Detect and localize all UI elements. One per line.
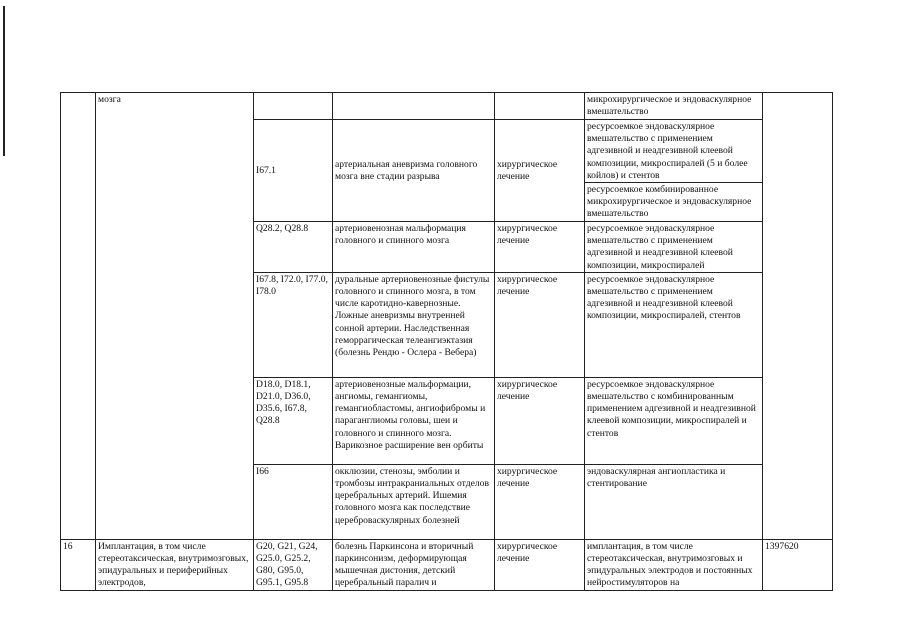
method-cell: ресурсоемкое комбинированное микрохирургическое и эндоваскулярное вмешательство bbox=[585, 183, 763, 222]
model-cell: болезнь Паркинсона и вторичный паркинсонизм, деформирующая мышечная дистония, детский церебральный паралич и bbox=[333, 539, 495, 590]
model-cell: окклюзии, стенозы, эмболии и тромбозы интракраниальных отделов церебральных артерий. Ишемия головного мозга как последствие цереброваскулярных болезней bbox=[333, 464, 495, 539]
table-row bbox=[61, 93, 833, 120]
row-number-cell: 16 bbox=[61, 539, 96, 590]
method-cell: микрохирургическое и эндоваскулярное вмешательство bbox=[585, 93, 763, 120]
method-cell: ресурсоемкое эндоваскулярное вмешательство с применением адгезивной и неадгезивной клеевой композиции, микроспиралей (5 и более койлов) и стентов bbox=[585, 120, 763, 183]
cost-cell bbox=[763, 93, 833, 540]
medical-care-table bbox=[60, 92, 833, 591]
model-cell: артериовенозная мальформация головного и спинного мозга bbox=[333, 222, 495, 273]
treatment-cell: хирургическое лечение bbox=[495, 377, 585, 464]
treatment-cell: хирургическое лечение bbox=[495, 539, 585, 590]
treatment-cell: хирургическое лечение bbox=[495, 222, 585, 273]
table-row bbox=[61, 539, 833, 590]
code-cell: I67.8, I72.0, I77.0, I78.0 bbox=[254, 272, 333, 377]
treatment-cell: хирургическое лечение bbox=[495, 272, 585, 377]
code-cell bbox=[254, 93, 333, 120]
code-cell: Q28.2, Q28.8 bbox=[254, 222, 333, 273]
model-cell: дуральные артериовенозные фистулы головного и спинного мозга, в том числе каротидно-кавернозные. Ложные аневризмы внутренней сонной артерии. Наследственная геморрагическая телеангиэктазия (болезнь Рендю - Ослера - Вебера) bbox=[333, 272, 495, 377]
row-name-cell: Имплантация, в том числе стереотаксическая, внутримозговых, эпидуральных и периферийных электродов, bbox=[96, 539, 254, 590]
code-cell: G20, G21, G24, G25.0, G25.2, G80, G95.0, G95.1, G95.8 bbox=[254, 539, 333, 590]
method-cell: ресурсоемкое эндоваскулярное вмешательство с применением адгезивной и неадгезивной клеевой композиции, микроспиралей, стентов bbox=[585, 272, 763, 377]
row-name-cell: мозга bbox=[96, 93, 254, 540]
treatment-cell bbox=[495, 93, 585, 120]
code-cell: I66 bbox=[254, 464, 333, 539]
cost-cell: 1397620 bbox=[763, 539, 833, 590]
left-margin-line bbox=[3, 6, 5, 156]
model-cell bbox=[333, 93, 495, 120]
method-cell: ресурсоемкое эндоваскулярное вмешательство с применением адгезивной и неадгезивной клеевой композиции, микроспиралей bbox=[585, 222, 763, 273]
method-cell: имплантация, в том числе стереотаксическая, внутримозговых и эпидуральных электродов и постоянных нейростимуляторов на bbox=[585, 539, 763, 590]
model-cell: артериальная аневризма головного мозга вне стадии разрыва bbox=[333, 120, 495, 222]
method-cell: эндоваскулярная ангиопластика и стентирование bbox=[585, 464, 763, 539]
treatment-cell: хирургическое лечение bbox=[495, 120, 585, 222]
row-number-cell bbox=[61, 93, 96, 540]
code-cell: I67.1 bbox=[254, 120, 333, 222]
treatment-cell: хирургическое лечение bbox=[495, 464, 585, 539]
model-cell: артериовенозные мальформации, ангиомы, гемангиомы, гемангиобластомы, ангиофибромы и параганглиомы головы, шеи и головного и спинного мозга. Варикозное расширение вен орбиты bbox=[333, 377, 495, 464]
method-cell: ресурсоемкое эндоваскулярное вмешательство с комбинированным применением адгезивной и неадгезивной клеевой композиции, микроспиралей и стентов bbox=[585, 377, 763, 464]
code-cell: D18.0, D18.1, D21.0, D36.0, D35.6, I67.8, Q28.8 bbox=[254, 377, 333, 464]
